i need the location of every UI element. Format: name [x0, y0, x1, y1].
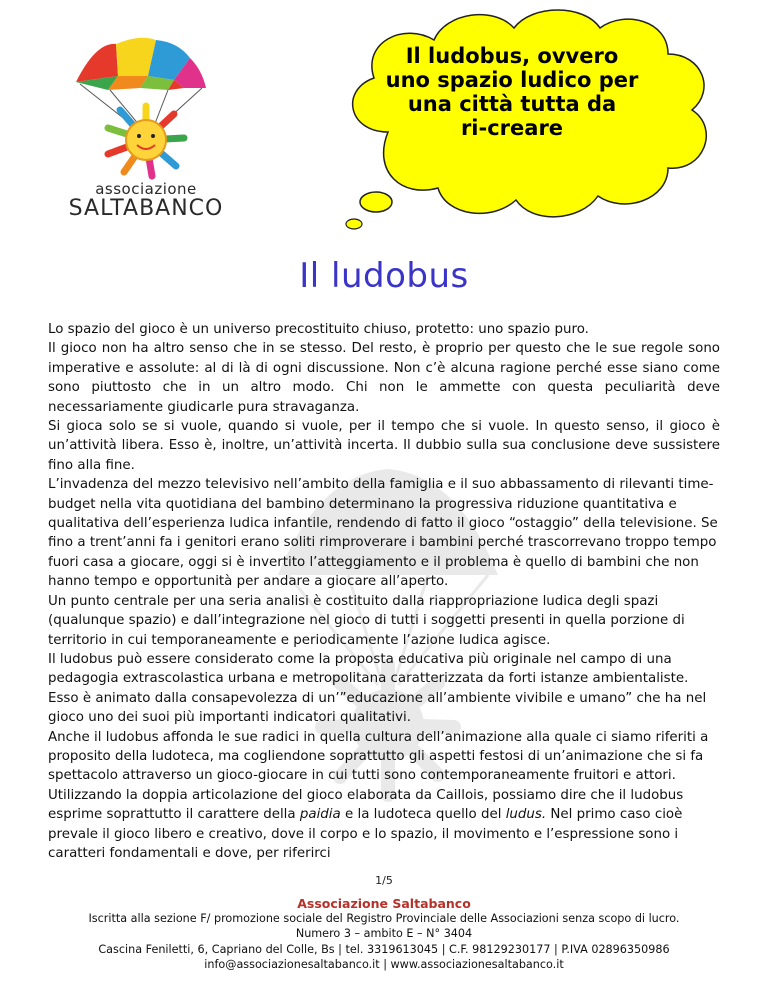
paragraph-text: Nel primo caso cioè prevale il gioco libero e creativo, dove il corpo e lo spazio, il movimento e l’espressione sono i caratteri fondamentali e dove, per riferirci: [48, 807, 683, 861]
article-body: [48, 320, 720, 863]
footer-line: Cascina Feniletti, 6, Capriano del Colle, Bs | tel. 3319613045 | C.F. 98129230177 | P.IVA 02896350986: [98, 942, 670, 956]
italic-term-ludus: ludus.: [505, 807, 547, 823]
cloud-title-line: uno spazio ludico per: [385, 68, 639, 92]
paragraph: L’invadenza del mezzo televisivo nell’ambito della famiglia e il suo abbassamento di rilevanti time-budget nella vita quotidiana del bambino determinano la progressiva riduzione quantitativa e qualitativa dell’esperienza ludica infantile, rendendo di fatto il gioco “ostaggio” della televisione. Se fino a trent’anni fa i genitori erano soliti rimproverare i bambini perché trascorrevano troppo tempo fuori casa a giocare, oggi si è invertito l’atteggiamento e il problema è quello di bambini che non hanno tempo e opportunità per andare a giocare all’aperto.: [48, 477, 718, 590]
footer-org-name: Associazione Saltabanco: [297, 896, 471, 911]
logo-name: SALTABANCO: [68, 196, 224, 221]
page-number: 1/5: [375, 874, 393, 887]
logo-tagline: associazione: [95, 180, 197, 198]
cloud-title-line: ri-creare: [460, 116, 564, 140]
cloud-title: [362, 44, 662, 140]
footer-line: Numero 3 – ambito E – N° 3404: [295, 927, 473, 941]
cloud-title-line: Il ludobus, ovvero: [405, 44, 619, 68]
paragraph: Un punto centrale per una seria analisi è costituito dalla riappropriazione ludica degli spazi (qualunque spazio) e dall’integrazione nel gioco di tutti i soggetti presenti in quella porzione di territorio in cui temporaneamente e periodicamente l’azione ludica agisce.: [48, 593, 685, 648]
footer-line: Iscritta alla sezione F/ promozione sociale del Registro Provinciale delle Associazioni senza scopo di lucro.: [88, 912, 680, 926]
italic-term-paidia: paidia: [299, 807, 341, 823]
paragraph-text: Anche il ludobus affonda le sue radici in quella cultura dell’animazione alla quale ci siamo riferiti a proposito della ludoteca, ma cogliendone soprattutto gli aspetti festosi di un’animazione che si fa spettacolo attraverso un gioco-giocare in cui tutti sono contemporaneamente fruitori e attori. Utilizzando la doppia articolazione del gioco elaborata da Caillois, possiamo dire che il ludobus esprime soprattutto il carattere della: [48, 729, 709, 823]
paragraph-text: e la ludoteca quello del: [340, 807, 506, 823]
cloud-title-line: una città tutta da: [407, 92, 617, 116]
footer-contacts: info@associazionesaltabanco.it | www.associazionesaltabanco.it: [204, 957, 564, 971]
paragraph: Il ludobus può essere considerato come la proposta educativa più originale nel campo di una pedagogia extrascolastica urbana e metropolitana caratterizzata da forti istanze ambientaliste. Esso è animato dalla consapevolezza di un’”educazione all’ambiente vivibile e umano” che ha nel gioco uno dei suoi più importanti indicatori qualitativi.: [48, 651, 707, 726]
page-title: Il ludobus: [299, 256, 469, 296]
paragraph: Si gioca solo se si vuole, quando si vuole, per il tempo che si vuole. In questo senso, il gioco è un’attività libera. Esso è, inoltre, un’attività incerta. Il dubbio sulla sua conclusione deve sussistere fino alla fine.: [48, 419, 720, 473]
paragraph: Il gioco non ha altro senso che in se stesso. Del resto, è proprio per questo che le sue regole sono imperative e assolute: al di là di ogni discussione. Non c’è alcuna ragione perché esse siano come sono piuttosto che in un altro modo. Chi non le ammette con questa peculiarità deve necessariamente giudicarle pura stravaganza.: [48, 341, 720, 415]
paragraph: [48, 728, 720, 864]
parachute-sun-icon: [56, 30, 236, 180]
saltabanco-logo: [56, 30, 236, 220]
page-footer: [0, 896, 768, 972]
paragraph: Lo spazio del gioco è un universo precostituito chiuso, protetto: uno spazio puro.: [48, 322, 589, 337]
